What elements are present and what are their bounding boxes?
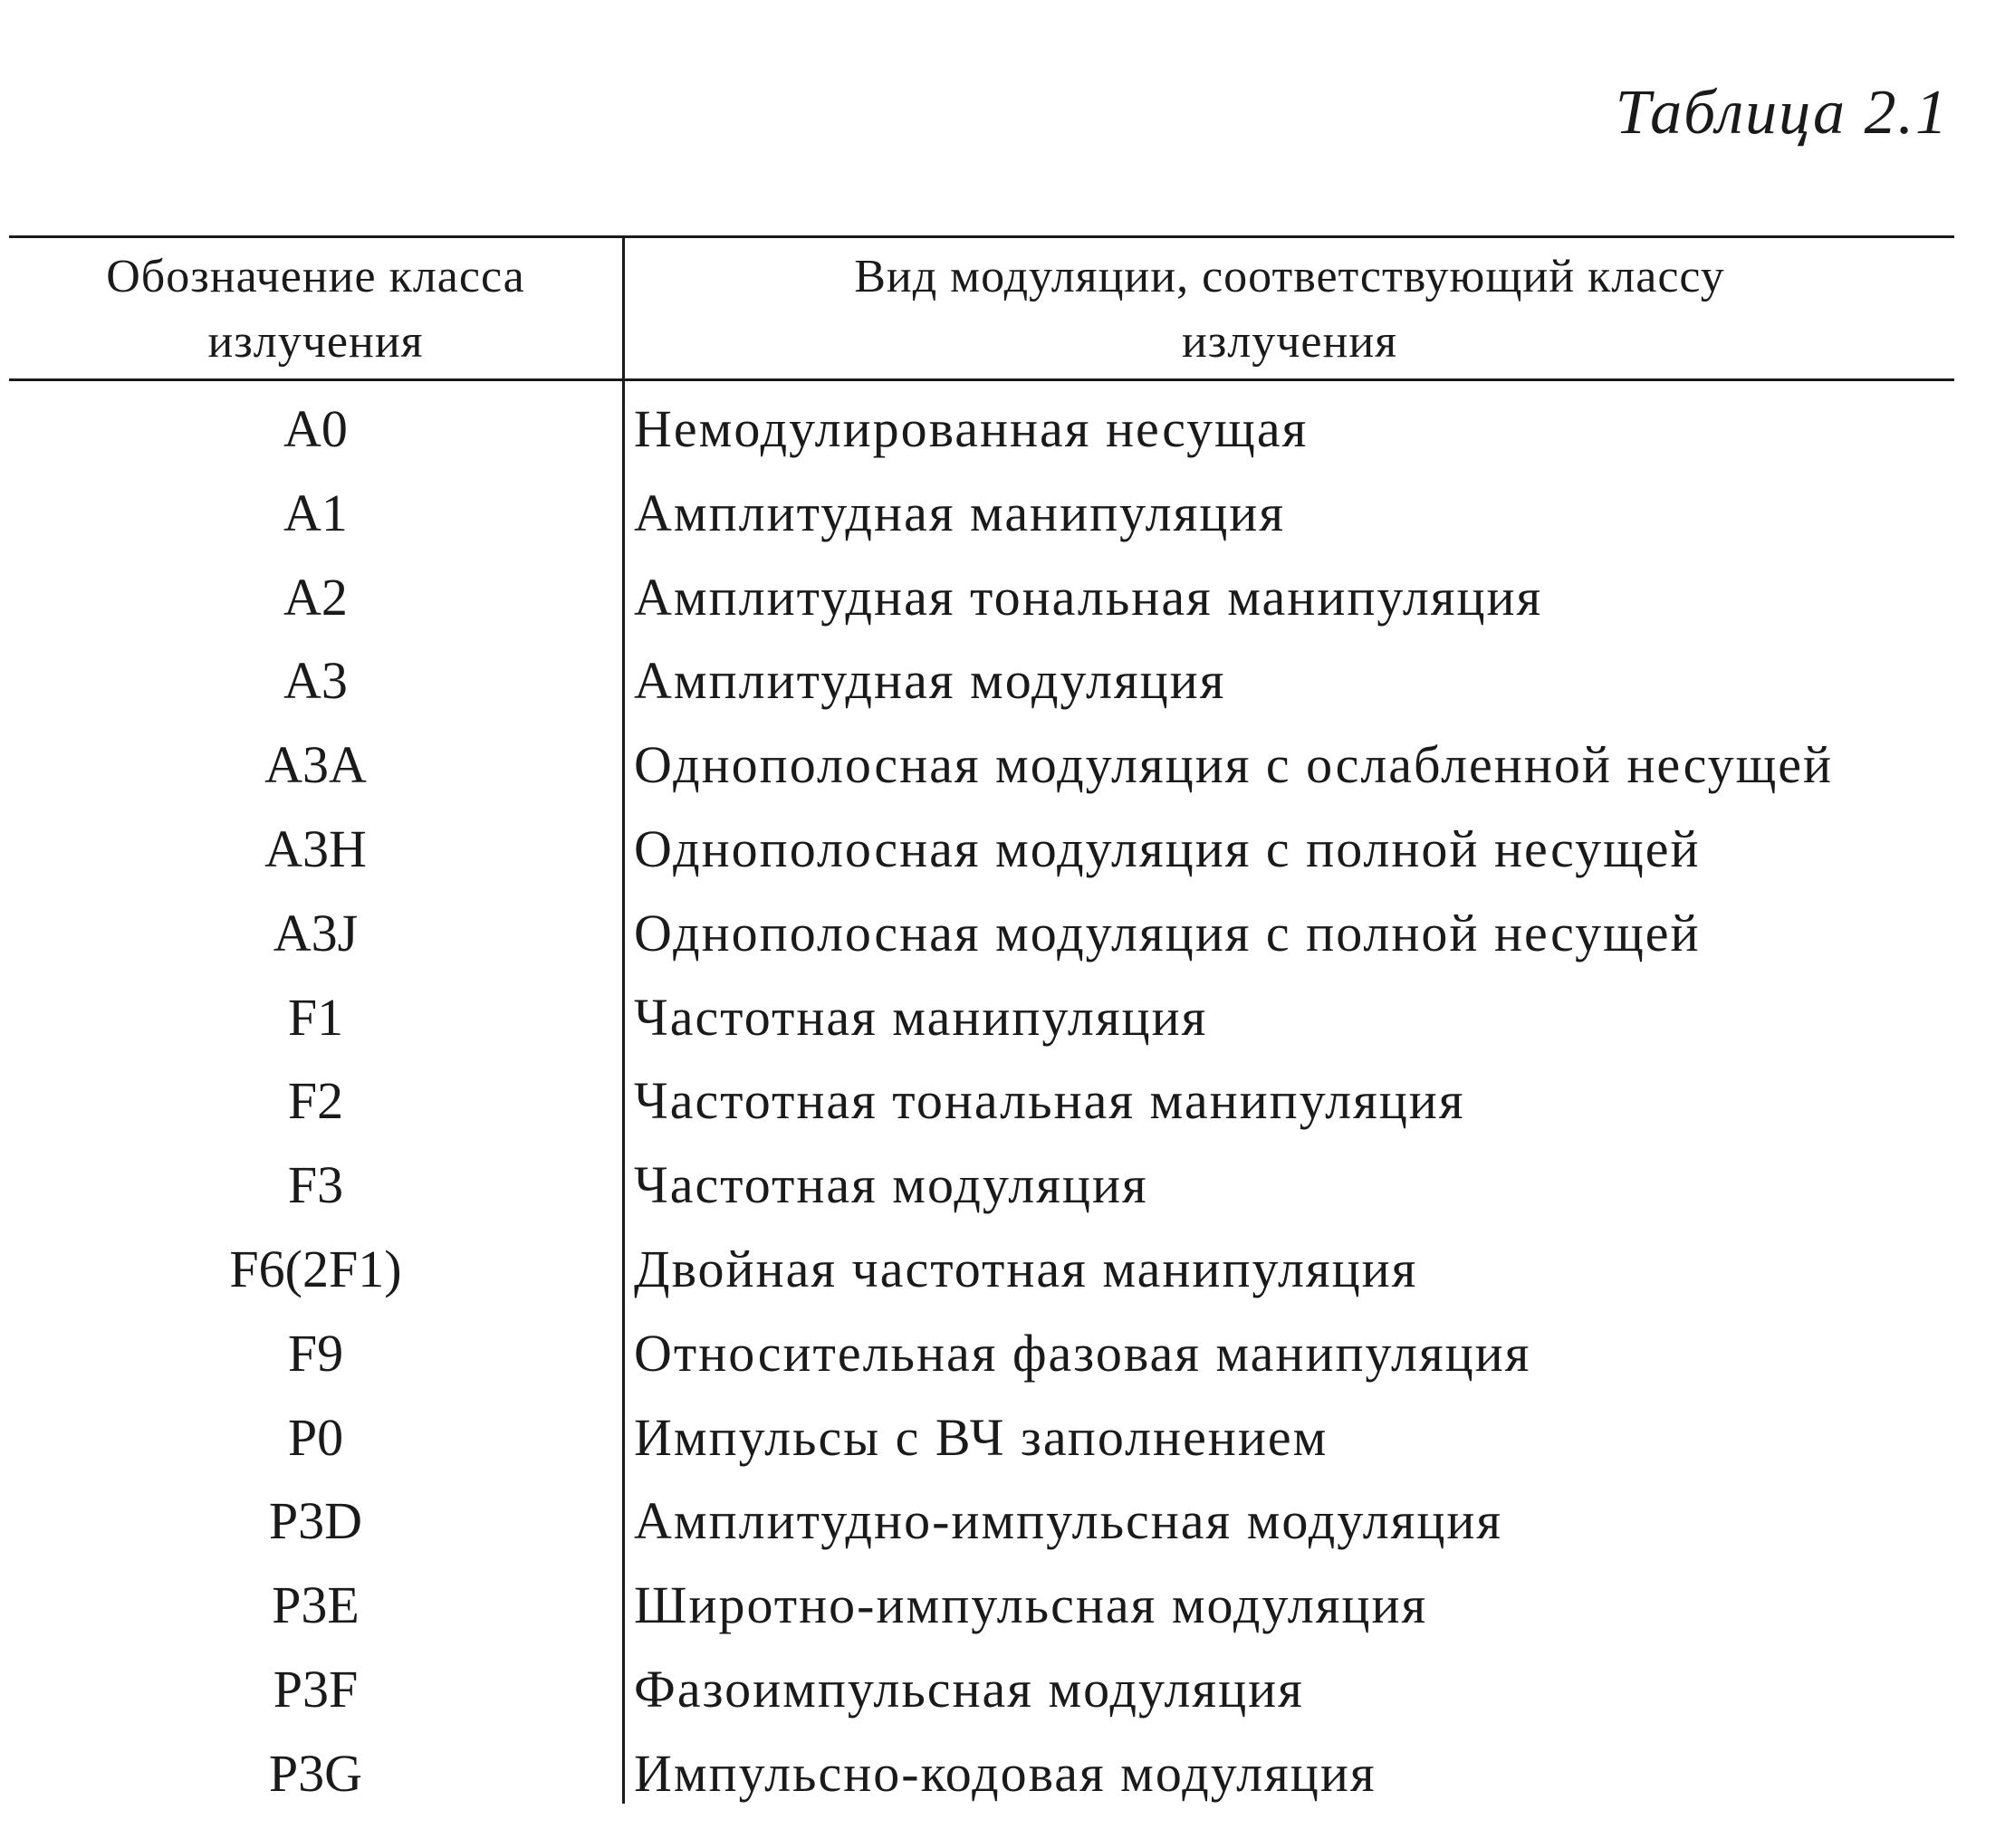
emission-class-code: A1 (283, 483, 348, 542)
header-emission-class-line-2: излучения (207, 316, 424, 368)
modulation-description: Частотная тональная манипуляция (634, 1071, 1465, 1131)
modulation-description: Однополосная модуляция с ослабленной несущей (634, 735, 1834, 795)
modulation-description: Однополосная модуляция с полной несущей (634, 819, 1701, 878)
table-body (9, 388, 1954, 1816)
modulation-description: Импульсы с ВЧ заполнением (634, 1407, 1329, 1467)
table-row (9, 1396, 1954, 1480)
emission-class-code: A3H (264, 819, 367, 878)
header-modulation-type (625, 244, 1954, 375)
emission-class-code: F9 (287, 1323, 344, 1383)
table-row (9, 1228, 1954, 1312)
table-row (9, 723, 1954, 808)
table-row (9, 388, 1954, 472)
modulation-description: Импульсно-кодовая модуляция (634, 1743, 1377, 1803)
modulation-description: Амплитудно-импульсная модуляция (634, 1491, 1503, 1551)
emission-class-code: P3D (268, 1491, 363, 1551)
modulation-description: Фазоимпульсная модуляция (634, 1659, 1304, 1719)
emission-class-code: P0 (287, 1407, 344, 1467)
modulation-description: Однополосная модуляция с полной несущей (634, 903, 1701, 962)
emission-class-code: A3A (264, 735, 367, 795)
table-row (9, 892, 1954, 976)
modulation-description: Немодулированная несущая (634, 399, 1309, 458)
modulation-description: Широтно-импульсная модуляция (634, 1575, 1428, 1635)
emission-class-code: F6(2F1) (229, 1239, 402, 1298)
modulation-description: Относительная фазовая манипуляция (634, 1323, 1531, 1383)
table-caption: Таблица 2.1 (1615, 78, 1949, 148)
emission-class-code: A3 (283, 651, 348, 711)
table-row (9, 1648, 1954, 1732)
emission-class-code: A3J (273, 903, 359, 962)
emission-class-code: F2 (287, 1071, 344, 1131)
table-top-rule (9, 235, 1954, 238)
table-row (9, 1564, 1954, 1648)
table-row (9, 1059, 1954, 1144)
emission-class-code: P3E (272, 1575, 360, 1635)
header-emission-class (9, 244, 622, 375)
table-row (9, 1144, 1954, 1228)
emission-class-code: F1 (287, 987, 344, 1047)
table-row (9, 808, 1954, 892)
header-modulation-type-line-2: излучения (1181, 316, 1398, 368)
table-row (9, 472, 1954, 556)
modulation-description: Амплитудная модуляция (634, 651, 1226, 711)
table-row (9, 639, 1954, 723)
emission-class-code: P3G (268, 1743, 363, 1803)
header-bottom-rule (9, 378, 1954, 381)
modulation-description: Амплитудная манипуляция (634, 483, 1286, 542)
emission-class-code: P3F (273, 1659, 359, 1719)
table-row (9, 1479, 1954, 1564)
header-modulation-type-line-1: Вид модуляции, соответствующий классу (854, 251, 1725, 302)
emission-class-code: F3 (287, 1155, 344, 1215)
emission-class-code: A2 (283, 567, 348, 627)
emission-class-code: A0 (283, 399, 348, 458)
header-emission-class-line-1: Обозначение класса (106, 251, 525, 302)
modulation-description: Двойная частотная манипуляция (634, 1239, 1418, 1298)
modulation-description: Частотная манипуляция (634, 987, 1208, 1047)
table-row (9, 1312, 1954, 1396)
table-row (9, 556, 1954, 640)
modulation-description: Амплитудная тональная манипуляция (634, 567, 1543, 627)
table-row (9, 1732, 1954, 1816)
modulation-description: Частотная модуляция (634, 1155, 1148, 1215)
table-row (9, 976, 1954, 1060)
